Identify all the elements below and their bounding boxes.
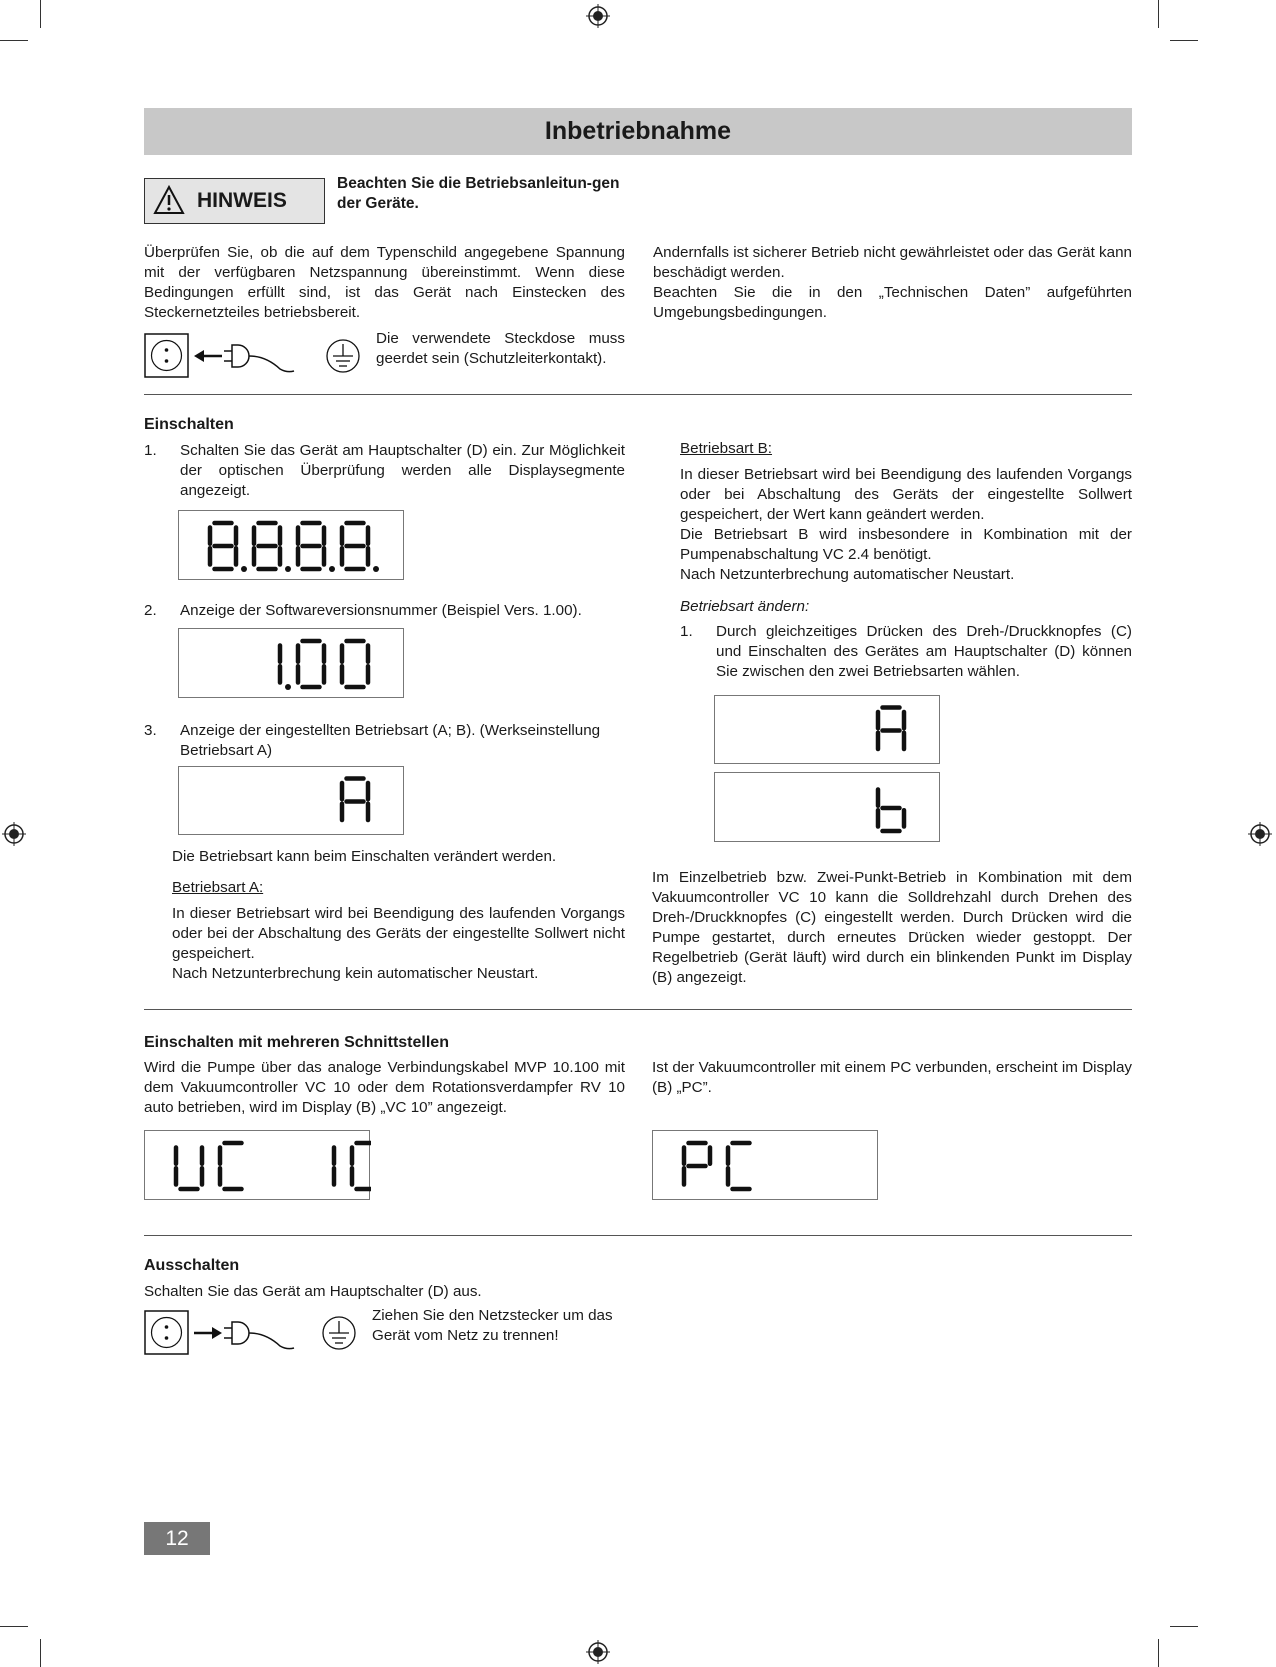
multi-left-text: Wird die Pumpe über das analoge Verbindungskabel MVP 10.100 mit dem Vakuumcontroller VC 10 oder dem Rotationsverdampfer RV 10 auto betrieben, wird im Display (B) „VC 10” angezeigt. xyxy=(144,1059,625,1116)
title-bar xyxy=(144,108,1132,155)
ground-icon xyxy=(321,1315,357,1351)
crop-mark xyxy=(1158,1639,1159,1667)
step-number: 2. xyxy=(144,602,157,619)
crop-mark xyxy=(0,1626,28,1627)
hinweis-text: Beachten Sie die Betriebsanleitun-gen der Geräte. xyxy=(337,175,620,212)
lcd-segments xyxy=(179,511,405,581)
lcd-segments xyxy=(715,696,941,765)
mode-b-title: Betriebsart B: xyxy=(680,440,773,457)
step-number: 3. xyxy=(144,722,157,739)
multi-right-text: Ist der Vakuumcontroller mit einem PC verbunden, erscheint im Display (B) „PC”. xyxy=(652,1059,1132,1096)
intro-left-text: Überprüfen Sie, ob die auf dem Typenschild angegebene Spannung mit der verfügbaren Netzspannung übereinstimmt. Wenn diese Bedingungen erfüllt sind, ist das Gerät nach Einstecken des Steckernetzteiles betriebsbereit. xyxy=(144,244,625,321)
registration-mark-icon xyxy=(1248,822,1272,846)
registration-mark-icon xyxy=(586,1640,610,1664)
intro-right-text-1: Andernfalls ist sicherer Betrieb nicht gewährleistet oder das Gerät kann beschädigt werden. xyxy=(653,244,1132,281)
lcd-display-pc xyxy=(652,1130,878,1200)
divider xyxy=(144,1235,1132,1236)
lcd-decimal-point xyxy=(285,684,291,690)
crop-mark xyxy=(40,1639,41,1667)
lcd-display-vc10 xyxy=(144,1130,370,1200)
lcd-decimal-point xyxy=(285,566,291,572)
registration-mark-icon xyxy=(586,4,610,28)
lcd-segments xyxy=(179,767,405,836)
ausschalten-text: Schalten Sie das Gerät am Hauptschalter (D) aus. xyxy=(144,1283,482,1300)
section-heading-multi: Einschalten mit mehreren Schnittstellen xyxy=(144,1034,449,1051)
step-text: Anzeige der Softwareversionsnummer (Beispiel Vers. 1.00). xyxy=(180,602,582,619)
lcd-display-mode-a-option xyxy=(714,695,940,764)
change-step-text: Durch gleichzeitiges Drücken des Dreh-/Druckknopfes (C) und Einschalten des Gerätes am Hauptschalter (D) können Sie zwischen den zwei Betriebsarten wählen. xyxy=(716,623,1132,680)
section-heading-ausschalten: Ausschalten xyxy=(144,1257,240,1274)
step-text: Anzeige der eingestellten Betriebsart (A; B). (Werkseinstellung Betriebsart A) xyxy=(180,722,601,759)
mode-a-text-2: Nach Netzunterbrechung kein automatischer Neustart. xyxy=(172,965,539,982)
page-number: 12 xyxy=(144,1522,210,1555)
crop-mark xyxy=(0,40,28,41)
warning-icon xyxy=(153,185,185,215)
lcd-segments xyxy=(653,1131,879,1201)
mode-b-text-3: Nach Netzunterbrechung automatischer Neustart. xyxy=(680,566,1015,583)
socket-unplug-icon xyxy=(144,1310,324,1356)
divider xyxy=(144,1009,1132,1010)
mode-b-text-2: Die Betriebsart B wird insbesondere in Kombination mit der Pumpenabschaltung VC 2.4 benötigt. xyxy=(680,526,1132,563)
lcd-display-mode-a xyxy=(178,766,404,835)
lcd-decimal-point xyxy=(241,566,247,572)
crop-mark xyxy=(1170,1626,1198,1627)
mode-a-title: Betriebsart A: xyxy=(172,879,264,896)
crop-mark xyxy=(40,0,41,28)
lcd-display-all-segments xyxy=(178,510,404,580)
socket-note: Die verwendete Steckdose muss geerdet sein (Schutzleiterkontakt). xyxy=(376,330,625,367)
socket-plug-icon xyxy=(144,333,324,379)
lcd-decimal-point xyxy=(329,566,335,572)
page-title: Inbetriebnahme xyxy=(544,117,732,145)
mode-a-text: In dieser Betriebsart wird bei Beendigung des laufenden Vorgangs oder bei der Abschaltung des Geräts der eingestellte Sollwert nicht gespeichert. xyxy=(172,905,625,962)
lcd-segments xyxy=(715,773,941,843)
hinweis-label: HINWEIS xyxy=(197,189,287,212)
step-text: Schalten Sie das Gerät am Hauptschalter (D) ein. Zur Möglichkeit der optischen Überprüfung werden alle Displaysegmente angezeigt. xyxy=(180,442,625,499)
lcd-segments xyxy=(179,629,405,699)
registration-mark-icon xyxy=(2,822,26,846)
lcd-display-mode-b-option xyxy=(714,772,940,842)
change-note: Die Betriebsart kann beim Einschalten verändert werden. xyxy=(172,848,557,865)
crop-mark xyxy=(1170,40,1198,41)
lcd-segments xyxy=(145,1131,371,1201)
lcd-decimal-point xyxy=(373,566,379,572)
crop-mark xyxy=(1158,0,1159,28)
intro-right-text-2: Beachten Sie die in den „Technischen Daten” aufgeführten Umgebungsbedingungen. xyxy=(653,284,1132,321)
unplug-note: Ziehen Sie den Netzstecker um das Gerät vom Netz zu trennen! xyxy=(372,1307,613,1344)
divider xyxy=(144,394,1132,395)
hinweis-box xyxy=(144,178,325,224)
step-number: 1. xyxy=(680,623,693,640)
mode-b-text: In dieser Betriebsart wird bei Beendigung des laufenden Vorgangs oder bei Abschaltung des Geräts der eingestellte Sollwert gespeichert, der Wert kann geändert werden. xyxy=(680,466,1132,523)
single-mode-text: Im Einzelbetrieb bzw. Zwei-Punkt-Betrieb in Kombination mit dem Vakuumcontroller VC 10 kann die Solldrehzahl durch Drehen des Dreh-/Druckknopfes (C) eingestellt werden. Durch Drücken wird die Pumpe gestartet, durch erneutes Drücken wieder gestoppt. Der Regelbetrieb (Gerät läuft) wird durch ein blinkenden Punkt im Display (B) angezeigt. xyxy=(652,869,1132,986)
lcd-display-version xyxy=(178,628,404,698)
change-mode-title: Betriebsart ändern: xyxy=(680,598,810,615)
step-number: 1. xyxy=(144,442,157,459)
section-heading-einschalten: Einschalten xyxy=(144,416,234,433)
ground-icon xyxy=(325,338,361,374)
